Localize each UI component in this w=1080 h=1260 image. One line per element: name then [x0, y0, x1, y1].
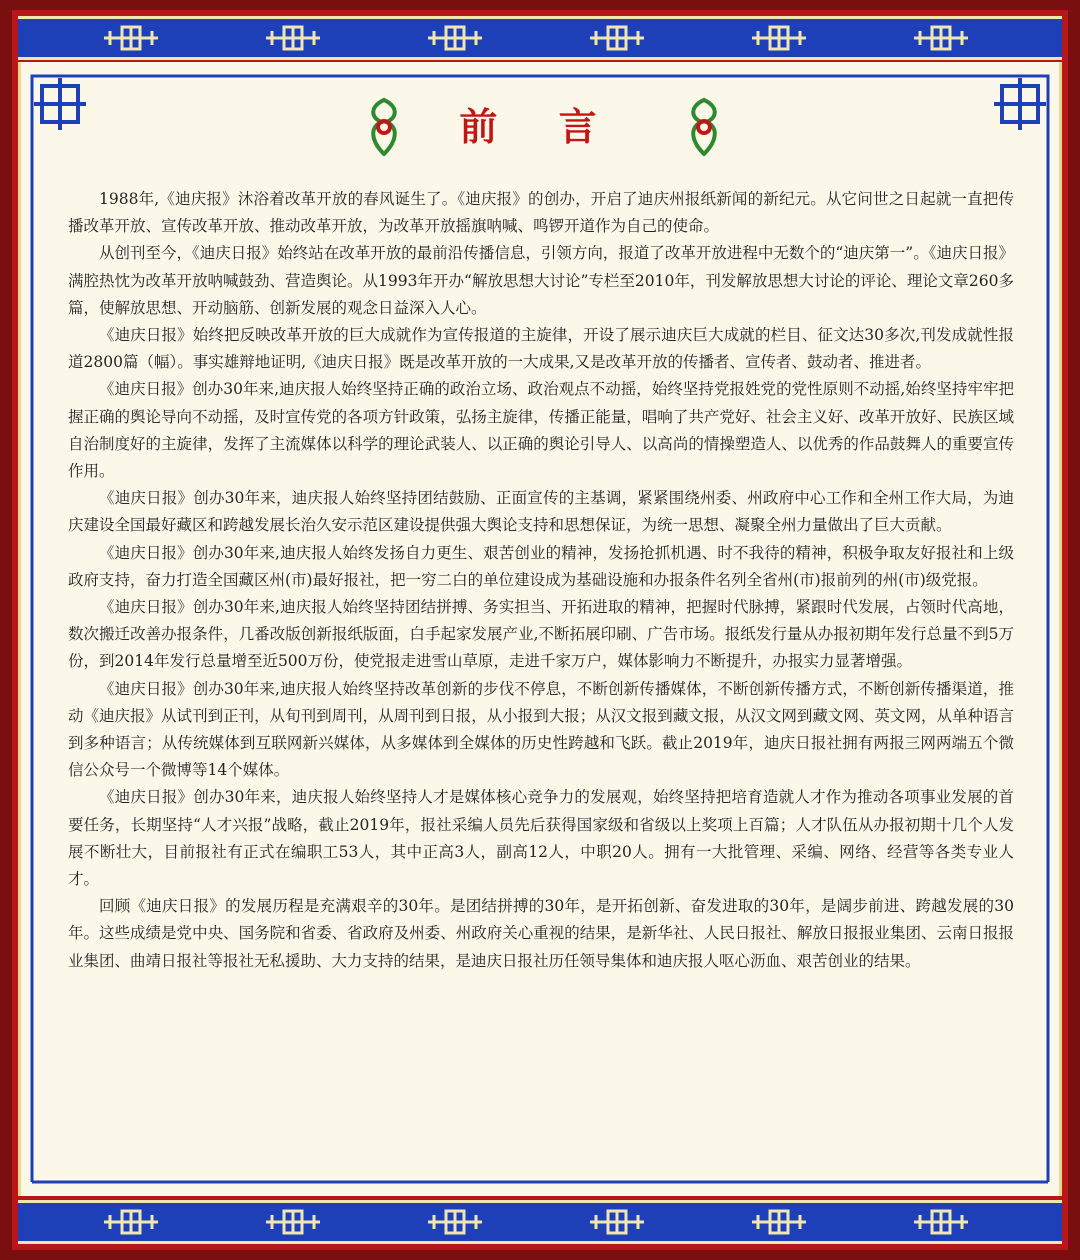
bottom-decorative-band [18, 1200, 1062, 1244]
paragraph: 从创刊至今，《迪庆日报》始终站在改革开放的最前沿传播信息，引领方向，报道了改革开放进程中无数个的“迪庆第一”。《迪庆日报》满腔热忱为改革开放呐喊鼓劲、营造舆论。从1993年开办“解放思想大讨论”专栏至2010年，刊发解放思想大讨论的评论、理论文章260多篇，使解放思想、开动脑筋、创新发展的观念日益深入人心。 [68, 244, 1014, 317]
chinese-knot-icon [264, 1207, 322, 1237]
top-decorative-band [18, 16, 1062, 60]
preface-body [68, 186, 1014, 975]
chinese-knot-icon [750, 23, 808, 53]
chinese-knot-icon [102, 1207, 160, 1237]
chinese-knot-icon [264, 23, 322, 53]
chinese-knot-icon [750, 1207, 808, 1237]
paragraph: 《迪庆日报》始终把反映改革开放的巨大成就作为宣传报道的主旋律，开设了展示迪庆巨大成就的栏目、征文达30多次,刊发成就性报道2800篇（幅）。事实雄辩地证明,《迪庆日报》既是改革开放的一大成果,又是改革开放的传播者、宣传者、鼓动者、推进者。 [68, 326, 1014, 372]
chinese-knot-icon [912, 1207, 970, 1237]
paragraph: 《迪庆日报》创办30年来，迪庆报人始终坚持团结鼓励、正面宣传的主基调，紧紧围绕州委、州政府中心工作和全州工作大局，为迪庆建设全国最好藏区和跨越发展长治久安示范区建设提供强大舆论支持和思想保证，为统一思想、凝聚全州力量做出了巨大贡献。 [68, 489, 1014, 535]
paragraph: 《迪庆日报》创办30年来,迪庆报人始终坚持改革创新的步伐不停息，不断创新传播媒体，不断创新传播方式，不断创新传播渠道，推动《迪庆报》从试刊到正刊，从旬刊到周刊，从周刊到日报，从小报到大报；从汉文报到藏文报，从汉文网到藏文网、英文网，从单种语言到多种语言；从传统媒体到互联网新兴媒体，从多媒体到全媒体的历史性跨越和飞跃。截止2019年，迪庆日报社拥有两报三网两端五个微信公众号一个微博等14个媒体。 [68, 679, 1014, 780]
chinese-knot-icon [588, 1207, 646, 1237]
paragraph: 《迪庆日报》创办30年来,迪庆报人始终坚持团结拼搏、务实担当、开拓进取的精神，把握时代脉搏，紧跟时代发展，占领时代高地，数次搬迁改善办报条件，几番改版创新报纸版面，白手起家发展产业,不断拓展印刷、广告市场。报纸发行量从办报初期年发行总量不到5万份，到2014年发行总量增至近500万份，使党报走进雪山草原，走进千家万户，媒体影响力不断提升，办报实力显著增强。 [68, 598, 1014, 671]
paragraph: 《迪庆日报》创办30年来,迪庆报人始终坚持正确的政治立场、政治观点不动摇，始终坚持党报姓党的党性原则不动摇,始终坚持牢牢把握正确的舆论导向不动摇，及时宣传党的各项方针政策，弘扬主旋律，传播正能量，唱响了共产党好、社会主义好、改革开放好、民族区域自治制度好的主旋律，发挥了主流媒体以科学的理论武装人、以正确的舆论引导人、以高尚的情操塑造人、以优秀的作品鼓舞人的重要宣传作用。 [68, 380, 1014, 481]
chinese-knot-icon [912, 23, 970, 53]
chinese-knot-icon [588, 23, 646, 53]
page-title: 前 言 [459, 104, 621, 149]
paragraph: 1988年,《迪庆报》沐浴着改革开放的春风诞生了。《迪庆报》的创办，开启了迪庆州报纸新闻的新纪元。从它问世之日起就一直把传播改革开放、宣传改革开放、推动改革开放，为改革开放摇旗呐喊、鸣锣开道作为自己的使命。 [68, 190, 1014, 236]
chinese-knot-icon [426, 23, 484, 53]
paragraph: 回顾《迪庆日报》的发展历程是充满艰辛的30年。是团结拼搏的30年，是开拓创新、奋发进取的30年，是阔步前进、跨越发展的30年。这些成绩是党中央、国务院和省委、省政府及州委、州政府关心重视的结果，是新华社、人民日报社、解放日报报业集团、云南日报报业集团、曲靖日报社等报社无私援助、大力支持的结果，是迪庆日报社历任领导集体和迪庆报人呕心沥血、艰苦创业的结果。 [68, 897, 1014, 970]
paragraph: 《迪庆日报》创办30年来,迪庆报人始终发扬自力更生、艰苦创业的精神，发扬抢抓机遇、时不我待的精神，积极争取友好报社和上级政府支持，奋力打造全国藏区州(市)最好报社，把一穷二白的单位建设成为基础设施和办报条件名列全省州(市)报前列的州(市)级党报。 [68, 543, 1014, 589]
chinese-knot-icon [426, 1207, 484, 1237]
paragraph: 《迪庆日报》创办30年来，迪庆报人始终坚持人才是媒体核心竞争力的发展观，始终坚持把培育造就人才作为推动各项事业发展的首要任务，长期坚持“人才兴报”战略，截止2019年，报社采编人员先后获得国家级和省级以上奖项上百篇；人才队伍从办报初期十几个人发展不断壮大，目前报社有正式在编职工53人，其中正高3人，副高12人，中职20人。拥有一大批管理、采编、网络、经营等各类专业人才。 [68, 788, 1014, 889]
chinese-knot-icon [102, 23, 160, 53]
